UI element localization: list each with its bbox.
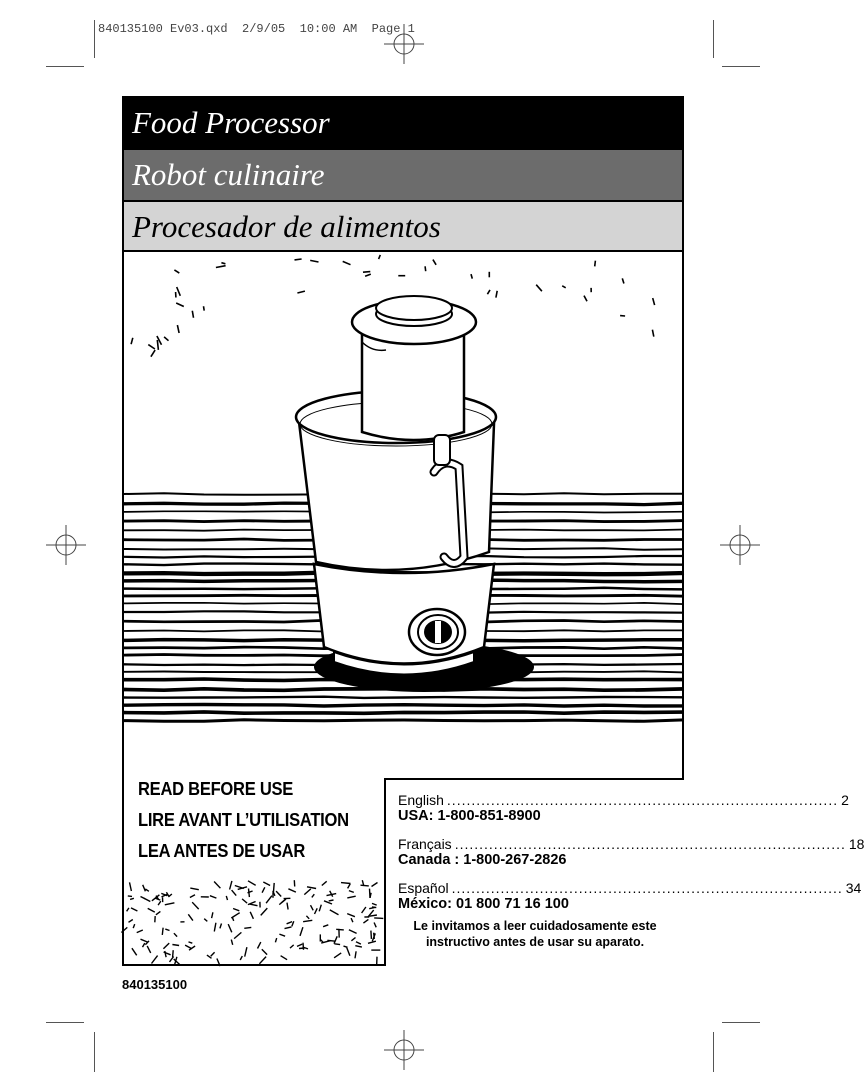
title-spanish: Procesador de alimentos: [124, 202, 682, 252]
read-before-use-fr: LIRE AVANT L’UTILISATION: [138, 810, 349, 830]
phone-canada: Canada : 1-800-267-2826: [398, 852, 567, 868]
title-english: Food Processor: [124, 98, 682, 150]
table-of-contents: [384, 778, 864, 966]
phone-usa: USA: 1-800-851-8900: [398, 808, 541, 824]
spanish-note: Le invitamos a leer cuidadosamente este instructivo antes de usar su aparato.: [413, 919, 657, 949]
registration-mark-right: [720, 525, 760, 565]
registration-mark-left: [46, 525, 86, 565]
registration-mark-top: [384, 24, 424, 64]
food-processor-illustration: [124, 252, 682, 772]
toc-entry-english[interactable]: English ................................................................................ 2: [398, 792, 849, 808]
read-before-use-es: LEA ANTES DE USAR: [138, 841, 306, 861]
confetti-decoration: [124, 878, 382, 964]
phone-mexico: México: 01 800 71 16 100: [398, 896, 569, 912]
toc-entry-french[interactable]: Français ................................................................................ 18: [398, 836, 864, 852]
manual-cover: [122, 96, 864, 966]
product-code: 840135100: [122, 977, 188, 992]
title-french: Robot culinaire: [124, 150, 682, 202]
registration-mark-bottom: [384, 1030, 424, 1070]
read-before-use-block: [138, 774, 367, 867]
read-before-use-en: READ BEFORE USE: [138, 779, 294, 799]
print-slug: 840135100 Ev03.qxd 2/9/05 10:00 AM Page 1: [98, 22, 415, 36]
toc-entry-spanish[interactable]: Español ................................................................................ 34: [398, 880, 862, 896]
